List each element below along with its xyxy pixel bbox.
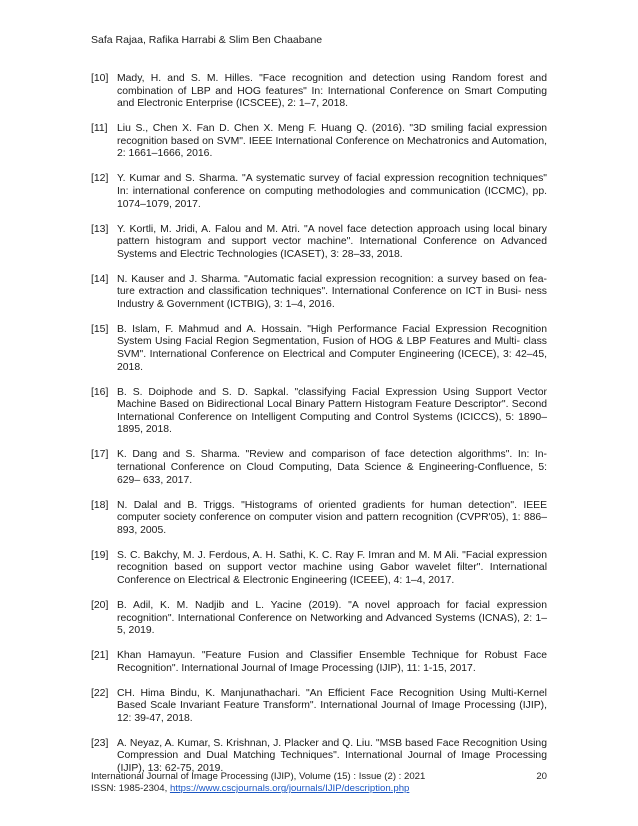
reference-text: N. Kauser and J. Sharma. "Automatic facial expression recognition: a survey based on fea- ture extraction and classification techniques". International Conference on ICT in Busi- ness Industry & Government (ICTBIG), 3: 1–4, 2016. xyxy=(117,273,547,310)
reference-number: [14] xyxy=(91,273,109,285)
reference-item xyxy=(91,600,547,638)
reference-item xyxy=(91,500,547,538)
reference-text: Mady, H. and S. M. Hilles. "Face recognition and detection using Random forest and combination of LBP and HOG features" In: International Conference on Smart Computing and Electronic Enterprise (ICSCEE), 2: 1–7, 2018. xyxy=(117,73,547,110)
reference-number: [15] xyxy=(91,323,109,335)
reference-text: K. Dang and S. Sharma. "Review and comparison of face detection algorithms". In: In- ternational Conference on Cloud Computing, Data Science & Engineering-Confluence, 5: 629– 633, 2017. xyxy=(117,449,547,486)
running-header: Safa Rajaa, Rafika Harrabi & Slim Ben Chaabane xyxy=(91,34,323,46)
reference-number: [21] xyxy=(91,650,109,662)
reference-list xyxy=(91,73,547,788)
reference-number: [19] xyxy=(91,549,109,561)
reference-text: Khan Hamayun. "Feature Fusion and Classifier Ensemble Technique for Robust Face Recognition". International Journal of Image Processing (IJIP), 11: 1-15, 2017. xyxy=(117,650,547,674)
page-footer xyxy=(91,771,547,795)
reference-number: [22] xyxy=(91,687,109,699)
reference-text: Y. Kortli, M. Jridi, A. Falou and M. Atri. "A novel face detection approach using local binary pattern histogram and support vector machine". International Conference on Advanced Systems and Electric Technologies (ICASET), 3: 28–33, 2018. xyxy=(117,223,547,260)
footer-journal: International Journal of Image Processing (IJIP), Volume (15) : Issue (2) : 2021 xyxy=(91,771,426,782)
reference-text: N. Dalal and B. Triggs. "Histograms of oriented gradients for human detection". IEEE computer society conference on computer vision and pattern recognition (CVPR'05), 1: 886–893, 2005. xyxy=(117,499,547,536)
reference-number: [16] xyxy=(91,386,109,398)
reference-number: [10] xyxy=(91,73,109,84)
reference-text: A. Neyaz, A. Kumar, S. Krishnan, J. Placker and Q. Liu. "MSB based Face Recognition Using Compression and Dual Matching Techniques". International Journal of Image Processing (IJIP), 13: 62-75, 2019. xyxy=(117,737,547,775)
reference-text: B. S. Doiphode and S. D. Sapkal. "classifying Facial Expression Using Support Vector Machine Based on Bidirectional Local Binary Pattern Histogram Feature Descriptor". Second International Conference on Intelligent Computing and Control Systems (ICICCS), 5: 1890–1895, 2018. xyxy=(117,386,547,436)
reference-text: S. C. Bakchy, M. J. Ferdous, A. H. Sathi, K. C. Ray F. Imran and M. M Ali. "Facial expression recognition based on support vector machine using Gabor wavelet filter". International Conference on Electrical & Electronic Engineering (ICEEE), 4: 1–4, 2017. xyxy=(117,549,547,586)
reference-item xyxy=(91,173,547,211)
reference-item xyxy=(91,738,547,776)
reference-number: [17] xyxy=(91,449,109,461)
reference-item xyxy=(91,324,547,374)
reference-item xyxy=(91,224,547,262)
page-number: 20 xyxy=(536,771,547,782)
reference-item xyxy=(91,550,547,588)
reference-number: [12] xyxy=(91,173,109,185)
reference-number: [13] xyxy=(91,223,109,235)
reference-item xyxy=(91,73,547,111)
reference-item xyxy=(91,449,547,487)
reference-number: [18] xyxy=(91,499,109,511)
reference-item xyxy=(91,387,547,437)
reference-item xyxy=(91,274,547,312)
reference-text: CH. Hima Bindu, K. Manjunathachari. "An Efficient Face Recognition Using Multi-Kernel Based Scale Invariant Feature Transform". International Journal of Image Processing (IJIP), 12: 39-47, 2018. xyxy=(117,687,547,724)
reference-text: Y. Kumar and S. Sharma. "A systematic survey of facial expression recognition techniques" In: international conference on computing methodologies and communication (ICCMC), pp. 1074–1079, 2017. xyxy=(117,173,547,210)
reference-number: [20] xyxy=(91,599,109,611)
reference-item xyxy=(91,688,547,726)
journal-link[interactable]: https://www.cscjournals.org/journals/IJIP/description.php xyxy=(169,783,410,795)
reference-text: Liu S., Chen X. Fan D. Chen X. Meng F. Huang Q. (2016). "3D smiling facial expression recognition based on SVM". IEEE International Conference on Mechatronics and Automation, 2: 1661–1666, 2016. xyxy=(117,123,547,160)
reference-item xyxy=(91,650,547,675)
footer-issn: ISSN: 1985-2304, xyxy=(91,783,170,795)
reference-text: B. Adil, K. M. Nadjib and L. Yacine (2019). "A novel approach for facial expression recognition". International Conference on Networking and Advanced Systems (ICNAS), 2: 1–5, 2019. xyxy=(117,599,547,637)
reference-text: B. Islam, F. Mahmud and A. Hossain. "High Performance Facial Expression Recognition System Using Facial Region Segmentation, Fusion of HOG & LBP Features and Multi- class SVM". International Conference on Electrical and Computer Engineering (ICECE), 3: 42–45, 2018. xyxy=(117,323,547,373)
reference-number: [23] xyxy=(91,737,109,749)
reference-number: [11] xyxy=(91,123,108,135)
reference-item xyxy=(91,123,547,161)
